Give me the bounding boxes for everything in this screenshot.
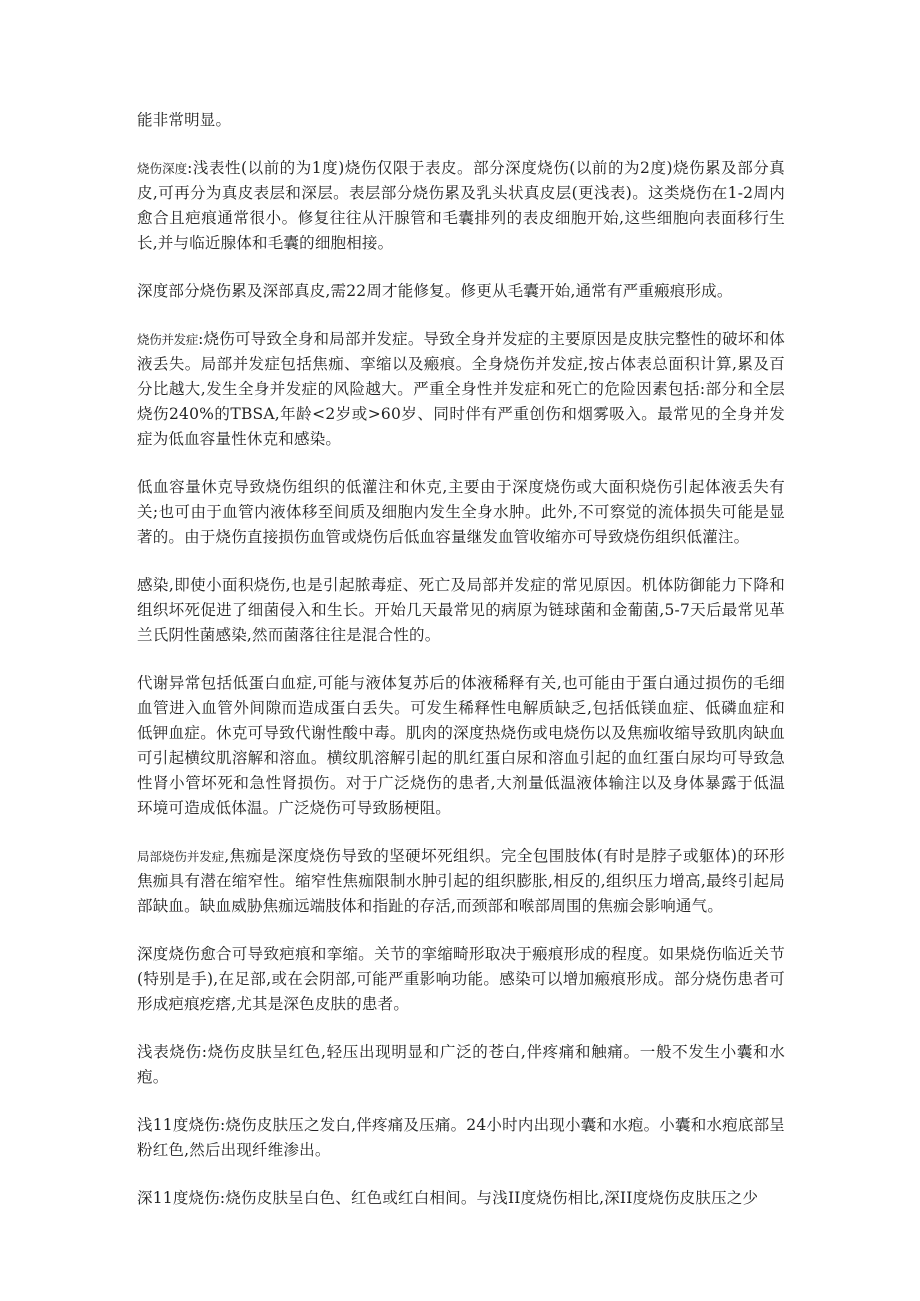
paragraph-lead: 局部烧伤并发症 [137,849,225,864]
paragraph-text: 浅11度烧伤:烧伤皮肤压之发白,伴疼痛及压痛。24小时内出现小囊和水疱。小囊和水疱底部呈粉红色,然后出现纤维渗出。 [137,1116,785,1159]
paragraph-7 [137,671,785,821]
paragraph-text: 能非常明显。 [137,111,232,129]
paragraph-text: :烧伤可导致全身和局部并发症。导致全身并发症的主要原因是皮肤完整性的破坏和体液丢失。局部并发症包括焦痂、挛缩以及瘢痕。全身烧伤并发症,按占体表总面积计算,累及百分比越大,发生全身并发症的风险越大。严重全身性并发症和死亡的危险因素包括:部分和全层烧伤240%的TBSA,年龄<2岁或>60岁、同时伴有严重创伤和烟雾吸入。最常见的全身并发症为低血容量性休克和感染。 [137,330,785,448]
paragraph-text: ,焦痂是深度烧伤导致的坚硬坏死组织。完全包围肢体(有时是脖子或躯体)的环形焦痂具有潜在缩窄性。缩窄性焦痂限制水肿引起的组织膨胀,相反的,组织压力增高,最终引起局部缺血。缺血威胁焦痂远端肢体和指趾的存活,而颈部和喉部周围的焦痂会影响通气。 [137,847,785,915]
paragraph-burn-complications [137,327,785,452]
paragraph-text: 代谢异常包括低蛋白血症,可能与液体复苏后的体液稀释有关,也可能由于蛋白通过损伤的毛细血管进入血管外间隙而造成蛋白丢失。可发生稀释性电解质缺乏,包括低镁血症、低磷血症和低钾血症。休克可导致代谢性酸中毒。肌肉的深度热烧伤或电烧伤以及焦痂收缩导致肌肉缺血可引起横纹肌溶解和溶血。横纹肌溶解引起的肌红蛋白尿和溶血引起的血红蛋白尿均可导致急性肾小管坏死和急性肾损伤。对于广泛烧伤的患者,大剂量低温液体输注以及身体暴露于低温环境可造成低体温。广泛烧伤可导致肠梗阻。 [137,674,785,817]
document-body [137,108,785,1234]
paragraph-3 [137,279,785,304]
paragraph-5 [137,475,785,550]
paragraph-text: 低血容量休克导致烧伤组织的低灌注和休克,主要由于深度烧伤或大面积烧伤引起体液丢失有关;也可由于血管内液体移至间质及细胞内发生全身水肿。此外,不可察觉的流体损失可能是显著的。由于烧伤直接损伤血管或烧伤后低血容量继发血管收缩亦可导致烧伤组织低灌注。 [137,478,785,546]
paragraph-text: 深度烧伤愈合可导致疤痕和挛缩。关节的挛缩畸形取决于瘢痕形成的程度。如果烧伤临近关节(特别是手),在足部,或在会阴部,可能严重影响功能。感染可以增加瘢痕形成。部分烧伤患者可形成疤痕疙瘩,尤其是深色皮肤的患者。 [137,945,785,1013]
paragraph-1 [137,108,785,133]
paragraph-text: 深11度烧伤:烧伤皮肤呈白色、红色或红白相间。与浅II度烧伤相比,深II度烧伤皮肤压之少 [137,1189,759,1207]
paragraph-9 [137,942,785,1017]
paragraph-burn-depth [137,156,785,256]
paragraph-lead: 烧伤并发症 [137,332,199,347]
paragraph-6 [137,573,785,648]
paragraph-text: :浅表性(以前的为1度)烧伤仅限于表皮。部分深度烧伤(以前的为2度)烧伤累及部分真皮,可再分为真皮表层和深层。表层部分烧伤累及乳头状真皮层(更浅表)。这类烧伤在1-2周内愈合且疤痕通常很小。修复往往从汗腺管和毛囊排列的表皮细胞开始,这些细胞向表面移行生长,并与临近腺体和毛囊的细胞相接。 [137,159,785,252]
paragraph-11 [137,1113,785,1163]
paragraph-12 [137,1186,785,1211]
paragraph-text: 浅表烧伤:烧伤皮肤呈红色,轻压出现明显和广泛的苍白,伴疼痛和触痛。一般不发生小囊和水疱。 [137,1043,785,1086]
paragraph-text: 感染,即使小面积烧伤,也是引起脓毒症、死亡及局部并发症的常见原因。机体防御能力下降和组织坏死促进了细菌侵入和生长。开始几天最常见的病原为链球菌和金葡菌,5-7天后最常见革兰氏阴性菌感染,然而菌落往往是混合性的。 [137,576,785,644]
paragraph-text: 深度部分烧伤累及深部真皮,需22周才能修复。修更从毛囊开始,通常有严重瘢痕形成。 [137,282,733,300]
paragraph-local-complications [137,844,785,919]
paragraph-10 [137,1040,785,1090]
paragraph-lead: 烧伤深度 [137,161,188,176]
